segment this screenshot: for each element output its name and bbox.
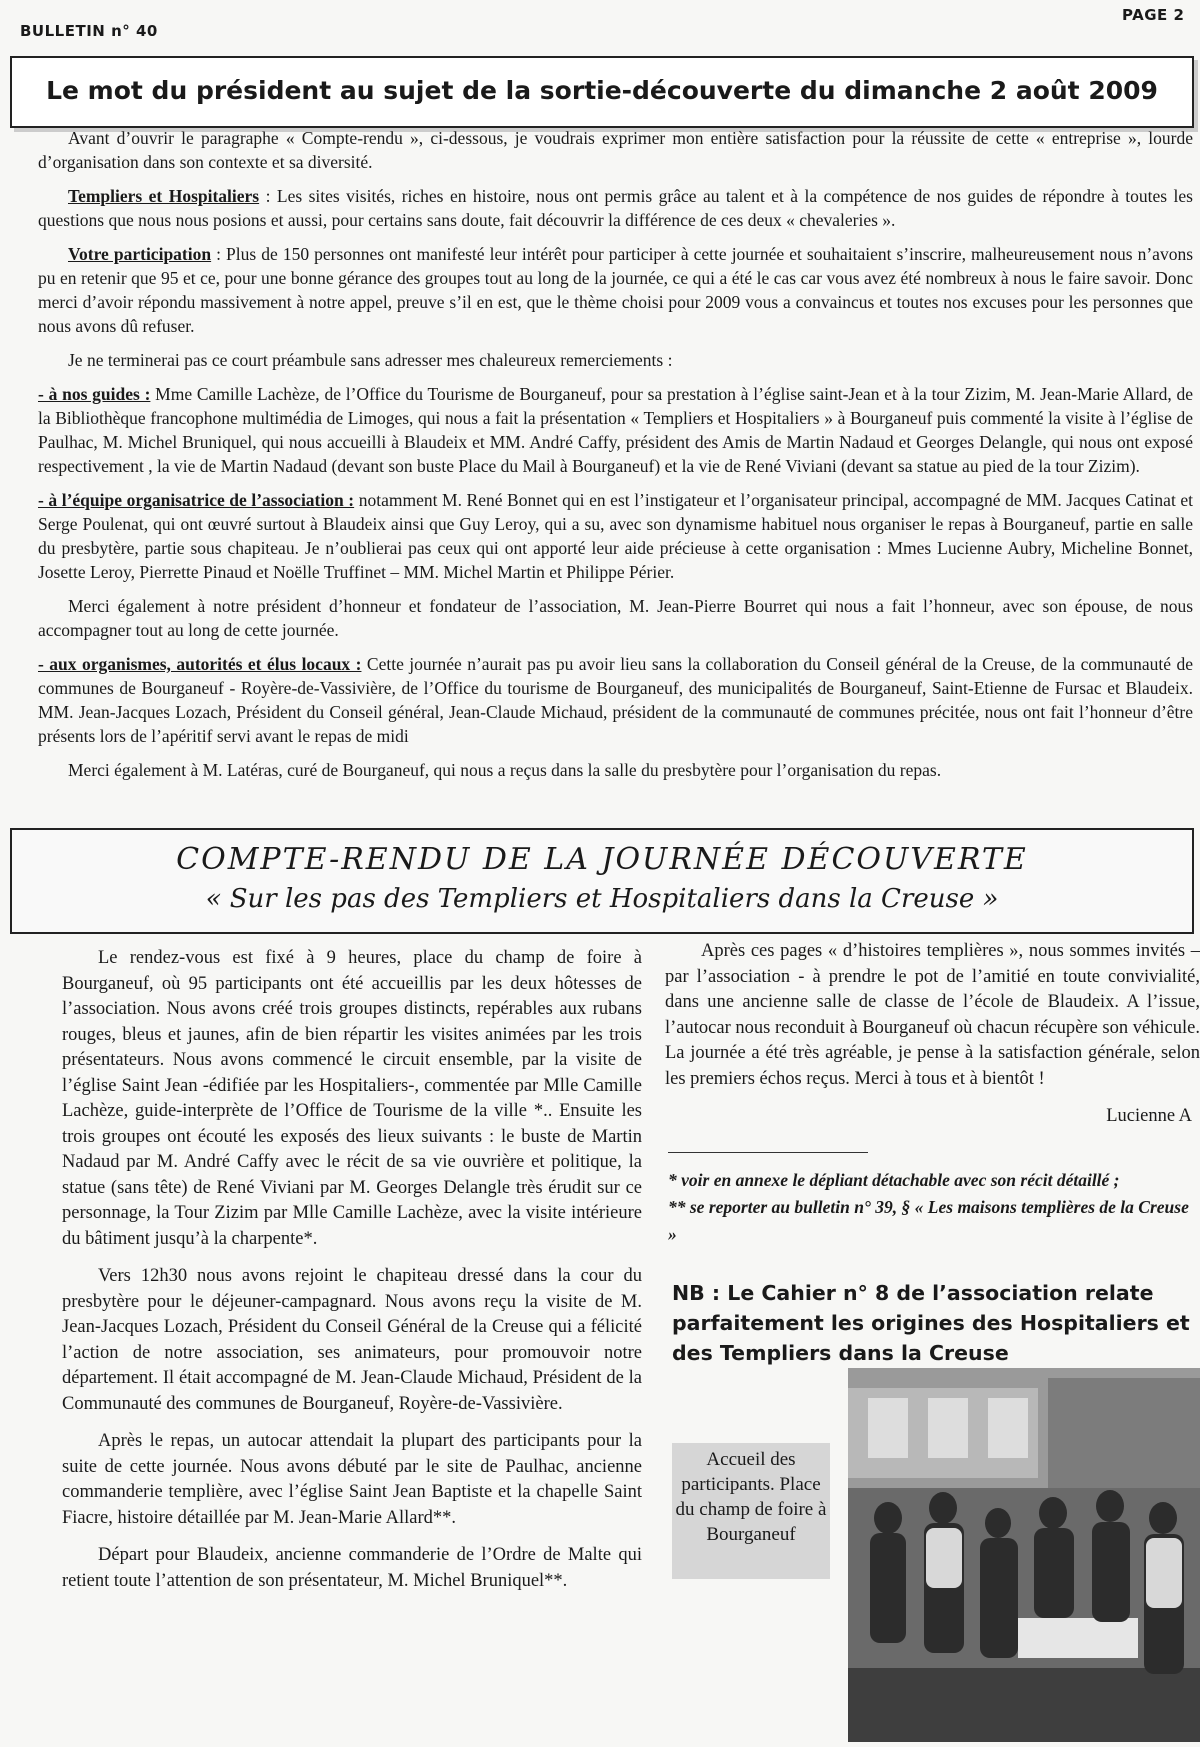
paragraph-label: - aux organismes, autorités et élus locaux :: [38, 654, 362, 674]
footnotes: [668, 1167, 1200, 1248]
reception-photo: [848, 1368, 1200, 1742]
paragraph-text: Mme Camille Lachèze, de l’Office du Tourisme de Bourganeuf, pour sa prestation à l’église saint-Jean et à la tour Zizim, M. Jean-Marie Allard, de la Bibliothèque francophone multimédia de Limoges, qui nous a fait la présentation « Templiers et Hospitaliers » à Bourganeuf puis commenté la visite à l’église de Paulhac, M. Michel Bruniquel, qui nous accueilli à Blaudeix et MM. André Caffy, président des Amis de Martin Nadaud et Georges Delangle, qui nous ont exposé respectivement , la vie de Martin Nadaud (devant son buste Place du Mail à Bourganeuf) et la vie de René Viviani (devant sa statue au pied de la tour Zizim).: [38, 384, 1194, 476]
report-title: COMPTE-RENDU DE LA JOURNÉE DÉCOUVERTE: [176, 842, 1028, 877]
footnote: * voir en annexe le dépliant détachable avec son récit détaillé ;: [668, 1170, 1120, 1190]
message-paragraph: [38, 382, 1193, 478]
report-right-column: [665, 939, 1200, 1130]
report-paragraph: Après le repas, un autocar attendait la plupart des participants pour la suite de cette journée. Nous avons débuté par le site de Paulhac, ancienne commanderie templière, avec l’église Saint Jean Baptiste et la chapelle Saint Fiacre, histoire détaillée par M. Jean-Marie Allard**.: [62, 1431, 642, 1528]
report-paragraph: Vers 12h30 nous avons rejoint le chapiteau dressé dans la cour du presbytère pour le déjeuner-campagnard. Nous avons reçu la visite de M. Jean-Jacques Lozach, Président du Conseil Général de la Creuse qui a félicité l’action de notre association, ses animateurs, pour promouvoir notre département. Il était accompagné de M. Jean-Claude Michaud, Président de la Communauté des communes de Bourganeuf, Royère-de-Vassivière.: [62, 1266, 642, 1414]
report-subtitle: « Sur les pas des Templiers et Hospitaliers dans la Creuse »: [205, 884, 999, 914]
paragraph-text: Cette journée n’aurait pas pu avoir lieu sans la collaboration du Conseil général de la Creuse, de la communauté de communes de Bourganeuf - Royère-de-Vassivière, de l’Office du tourisme de Bourganeuf, des municipalités de Bourganeuf, Saint-Etienne de Fursac et Blaudeix. MM. Jean-Jacques Lozach, Président du Conseil général, Jean-Claude Michaud, président de la communauté de communes précitée, nous ont fait l’honneur d’être présents lors de l’apéritif servi avant le repas de midi: [38, 654, 1193, 746]
message-paragraph: [38, 594, 1193, 642]
report-paragraph: Après ces pages « d’histoires templières », nous sommes invités – par l’association - à prendre le pot de l’amitié en toute convivialité, dans une ancienne salle de classe de l’école de Blaudeix. A l’issue, l’autocar nous reconduit à Bourganeuf où chacun récupère son véhicule. La journée a été très agréable, je pense à la satisfaction générale, selon les premiers échos reçus. Merci à tous et à bientôt !: [665, 941, 1200, 1089]
report-left-column: [62, 946, 642, 1606]
paragraph-text: : Les sites visités, riches en histoire, nous ont permis grâce au talent et à la compétence de nos guides de répondre à toutes les questions que nous nous posions et aussi, pour certains sans doute, fait découvrir la différence de ces deux « chevaleries ».: [38, 186, 1193, 230]
president-title: Le mot du président au sujet de la sortie-découverte du dimanche 2 août 2009: [46, 76, 1158, 105]
report-paragraph: Départ pour Blaudeix, ancienne commanderie de l’Ordre de Malte qui retient toute l’attention de son présentateur, M. Michel Bruniquel**.: [62, 1545, 642, 1591]
message-paragraph: [38, 242, 1193, 338]
paragraph-label: - à nos guides :: [38, 384, 151, 404]
paragraph-text: Je ne terminerai pas ce court préambule sans adresser mes chaleureux remerciements :: [68, 350, 673, 370]
message-paragraph: [38, 126, 1193, 174]
reception-photo-illustration: [848, 1368, 1200, 1742]
message-paragraph: [38, 184, 1193, 232]
footnote: ** se reporter au bulletin n° 39, § « Les maisons templières de la Creuse »: [668, 1197, 1189, 1244]
paragraph-text: Merci également à M. Latéras, curé de Bourganeuf, qui nous a reçus dans la salle du presbytère pour l’organisation du repas.: [68, 760, 942, 780]
page-number: PAGE 2: [1122, 6, 1185, 24]
paragraph-text: : Plus de 150 personnes ont manifesté leur intérêt pour participer à cette journée et souhaitaient s’inscrire, malheureusement nous n’avons pu en retenir que 95 et ce, pour une bonne gérance des groupes tout au long de la journée, ce qui a été le cas car vous avez été nombreux à nous le faire savoir. Donc merci d’avoir répondu massivement à notre appel, preuve s’il en est, que le thème choisi pour 2009 vous a convaincus et toutes nos excuses pour les personnes que nous avons dû refuser.: [38, 244, 1194, 336]
paragraph-label: Votre participation: [68, 244, 212, 264]
message-paragraph: [38, 488, 1193, 584]
paragraph-text: notamment M. René Bonnet qui en est l’instigateur et l’organisateur principal, accompagné de MM. Jacques Catinat et Serge Poulenat, qui ont œuvré surtout à Blaudeix ainsi que Guy Leroy, qui a su, avec son dynamisme habituel nous organiser le repas à Bourganeuf, partie en salle du presbytère, partie sous chapiteau. Je n’oublierai pas ceux qui ont apporté leur aide précieuse à cette organisation : Mmes Lucienne Aubry, Micheline Bonnet, Josette Leroy, Pierrette Pinaud et Noëlle Truffinet – MM. Michel Martin et Philippe Périer.: [38, 490, 1194, 582]
nb-note: NB : Le Cahier n° 8 de l’association relate parfaitement les origines des Hospitaliers et des Templiers dans la Creuse: [672, 1281, 1190, 1365]
paragraph-text: Avant d’ouvrir le paragraphe « Compte-rendu », ci-dessous, je voudrais exprimer mon entière satisfaction pour la réussite de cette « entreprise », lourde d’organisation dans son contexte et sa diversité.: [38, 128, 1193, 172]
paragraph-text: Merci également à notre président d’honneur et fondateur de l’association, M. Jean-Pierre Bourret qui nous a fait l’honneur, avec son épouse, de nous accompagner tout au long de cette journée.: [38, 596, 1193, 640]
message-paragraph: [38, 652, 1193, 748]
bulletin-number: BULLETIN n° 40: [20, 22, 158, 40]
paragraph-label: - à l’équipe organisatrice de l’association :: [38, 490, 355, 510]
report-title-box: [10, 828, 1194, 934]
footnote-divider: [668, 1152, 868, 1153]
president-title-box: [10, 56, 1194, 128]
signature: Lucienne A: [1106, 1106, 1192, 1126]
message-paragraph: [38, 348, 1193, 372]
report-paragraph: Le rendez-vous est fixé à 9 heures, place du champ de foire à Bourganeuf, où 95 participants ont été accueillis par les deux hôtesses de l’association. Nous avons créé trois groupes distincts, repérables aux rubans rouges, bleus et jaunes, afin de bien répartir les visites animées par les trois présentateurs. Nous avons commencé le circuit ensemble, par la visite de l’église Saint Jean -édifiée par les Hospitaliers-, commentée par Mlle Camille Lachèze, guide-interprète de l’Office de Tourisme de la ville *.. Ensuite les trois groupes ont écouté les exposés des lieux suivants : le buste de Martin Nadaud par M. André Caffy avec le récit de sa vie ouvrière et politique, la statue (sans tête) de René Viviani par M. Georges Delangle très érudit sur ce personnage, la Tour Zizim par Mlle Camille Lachèze, avec la visite intérieure du bâtiment jusqu’à la charpente*.: [62, 948, 642, 1249]
photo-caption: Accueil des participants. Place du champ de foire à Bourganeuf: [672, 1443, 830, 1579]
message-paragraph: [38, 758, 1193, 782]
president-message: [38, 126, 1193, 792]
paragraph-label: Templiers et Hospitaliers: [68, 186, 260, 206]
